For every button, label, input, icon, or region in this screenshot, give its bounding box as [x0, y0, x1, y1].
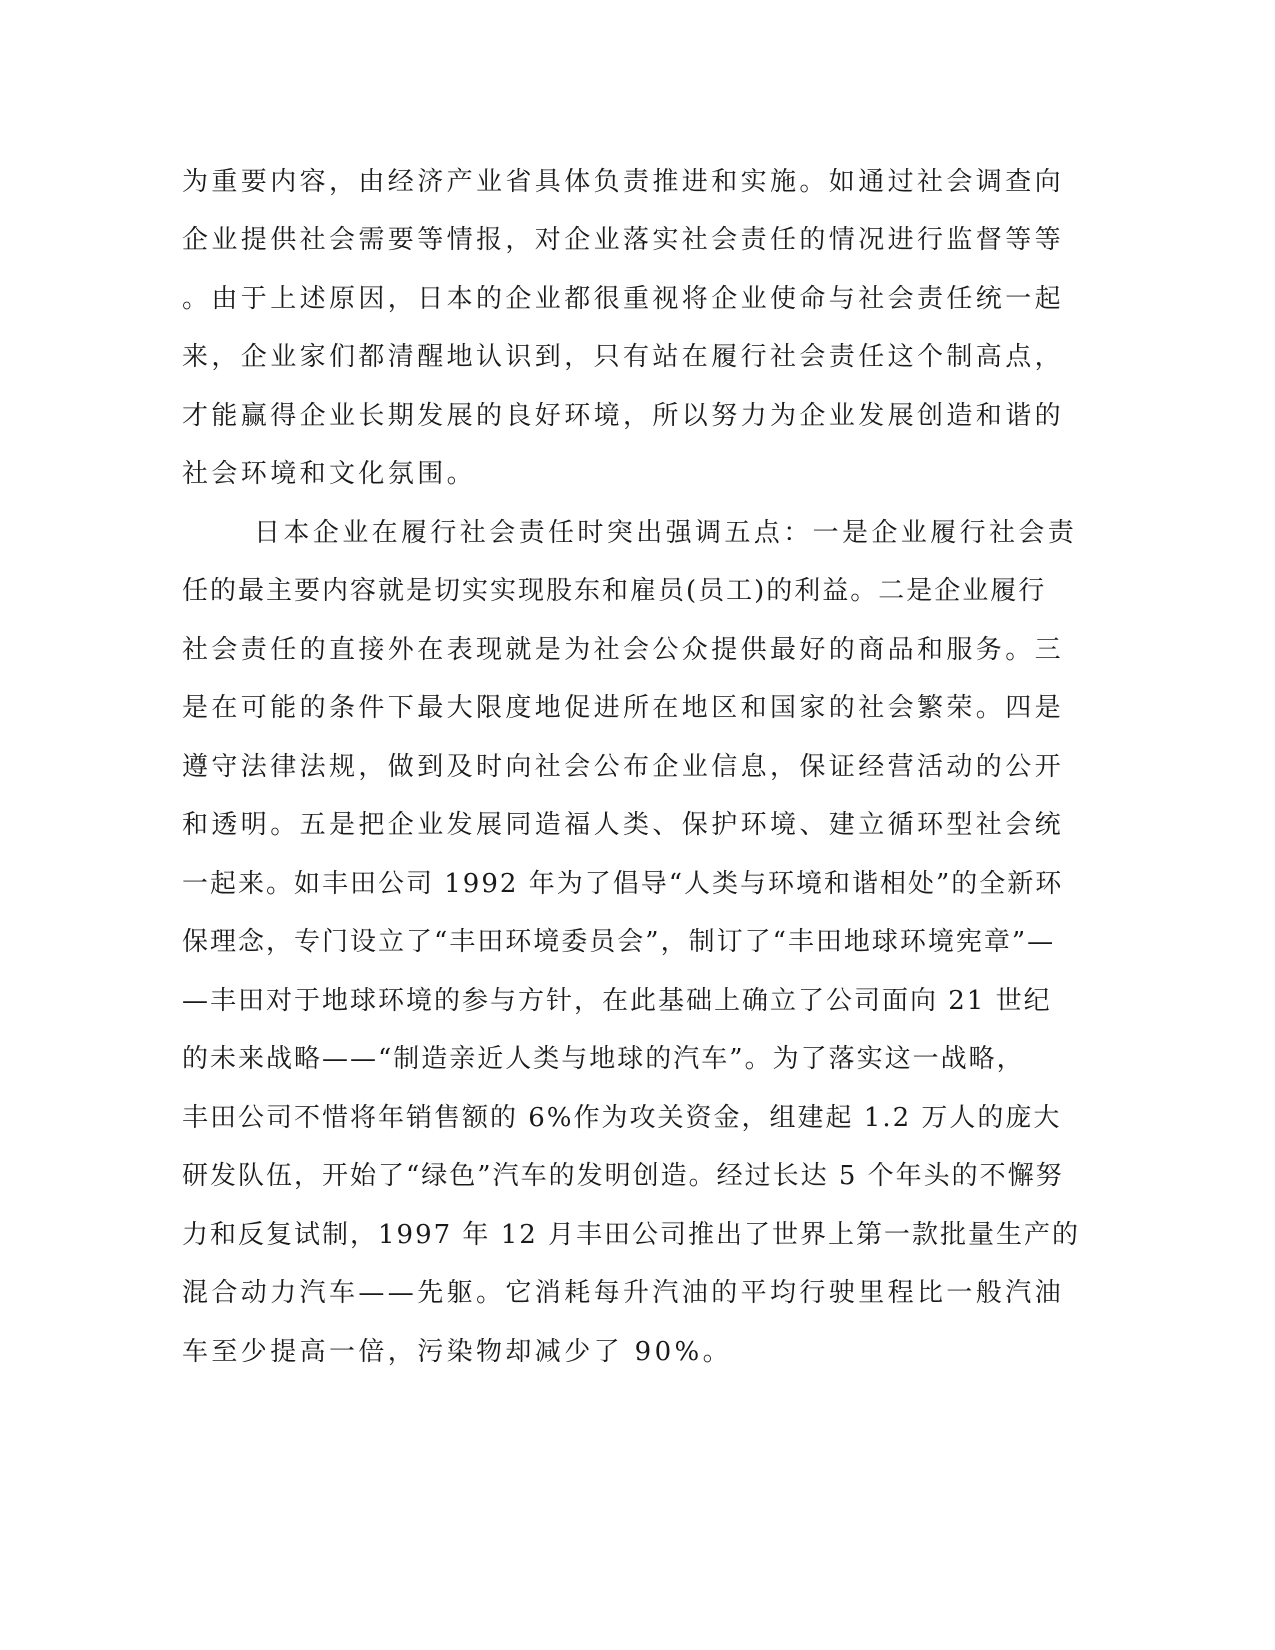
text-line: 丰田公司不惜将年销售额的 6%作为攻关资金，组建起 1.2 万人的庞大 — [182, 1103, 1062, 1133]
text-line: 才能赢得企业长期发展的良好环境，所以努力为企业发展创造和谐的 — [182, 401, 1065, 431]
text-line: 为重要内容，由经济产业省具体负责推进和实施。如通过社会调查向 — [182, 167, 1065, 197]
text-line: 。由于上述原因，日本的企业都很重视将企业使命与社会责任统一起 — [182, 284, 1065, 314]
text-line: 车至少提高一倍，污染物却减少了 90%。 — [182, 1337, 733, 1367]
text-line: 来，企业家们都清醒地认识到，只有站在履行社会责任这个制高点， — [182, 342, 1065, 372]
text-line: 遵守法律法规，做到及时向社会公布企业信息，保证经营活动的公开 — [182, 752, 1065, 782]
text-line: 任的最主要内容就是切实实现股东和雇员(员工)的利益。二是企业履行 — [182, 576, 1047, 606]
text-line: 混合动力汽车——先躯。它消耗每升汽油的平均行驶里程比一般汽油 — [182, 1278, 1065, 1308]
text-line: 研发队伍，开始了“绿色”汽车的发明创造。经过长达 5 个年头的不懈努 — [182, 1161, 1064, 1191]
text-line: 力和反复试制，1997 年 12 月丰田公司推出了世界上第一款批量生产的 — [182, 1220, 1081, 1250]
text-line: —丰田对于地球环境的参与方针，在此基础上确立了公司面向 21 世纪 — [182, 986, 1052, 1016]
text-line: 和透明。五是把企业发展同造福人类、保护环境、建立循环型社会统 — [182, 810, 1065, 840]
text-line: 日本企业在履行社会责任时突出强调五点：一是企业履行社会责 — [254, 518, 1078, 548]
text-line: 一起来。如丰田公司 1992 年为了倡导“人类与环境和谐相处”的全新环 — [182, 869, 1064, 899]
text-line: 保理念，专门设立了“丰田环境委员会”，制订了“丰田地球环境宪章”— — [182, 927, 1056, 957]
text-line: 企业提供社会需要等情报，对企业落实社会责任的情况进行监督等等 — [182, 225, 1065, 255]
text-line: 社会环境和文化氛围。 — [182, 459, 477, 489]
text-line: 是在可能的条件下最大限度地促进所在地区和国家的社会繁荣。四是 — [182, 693, 1065, 723]
text-line: 社会责任的直接外在表现就是为社会公众提供最好的商品和服务。三 — [182, 635, 1065, 665]
text-line: 的未来战略——“制造亲近人类与地球的汽车”。为了落实这一战略， — [182, 1044, 1025, 1074]
